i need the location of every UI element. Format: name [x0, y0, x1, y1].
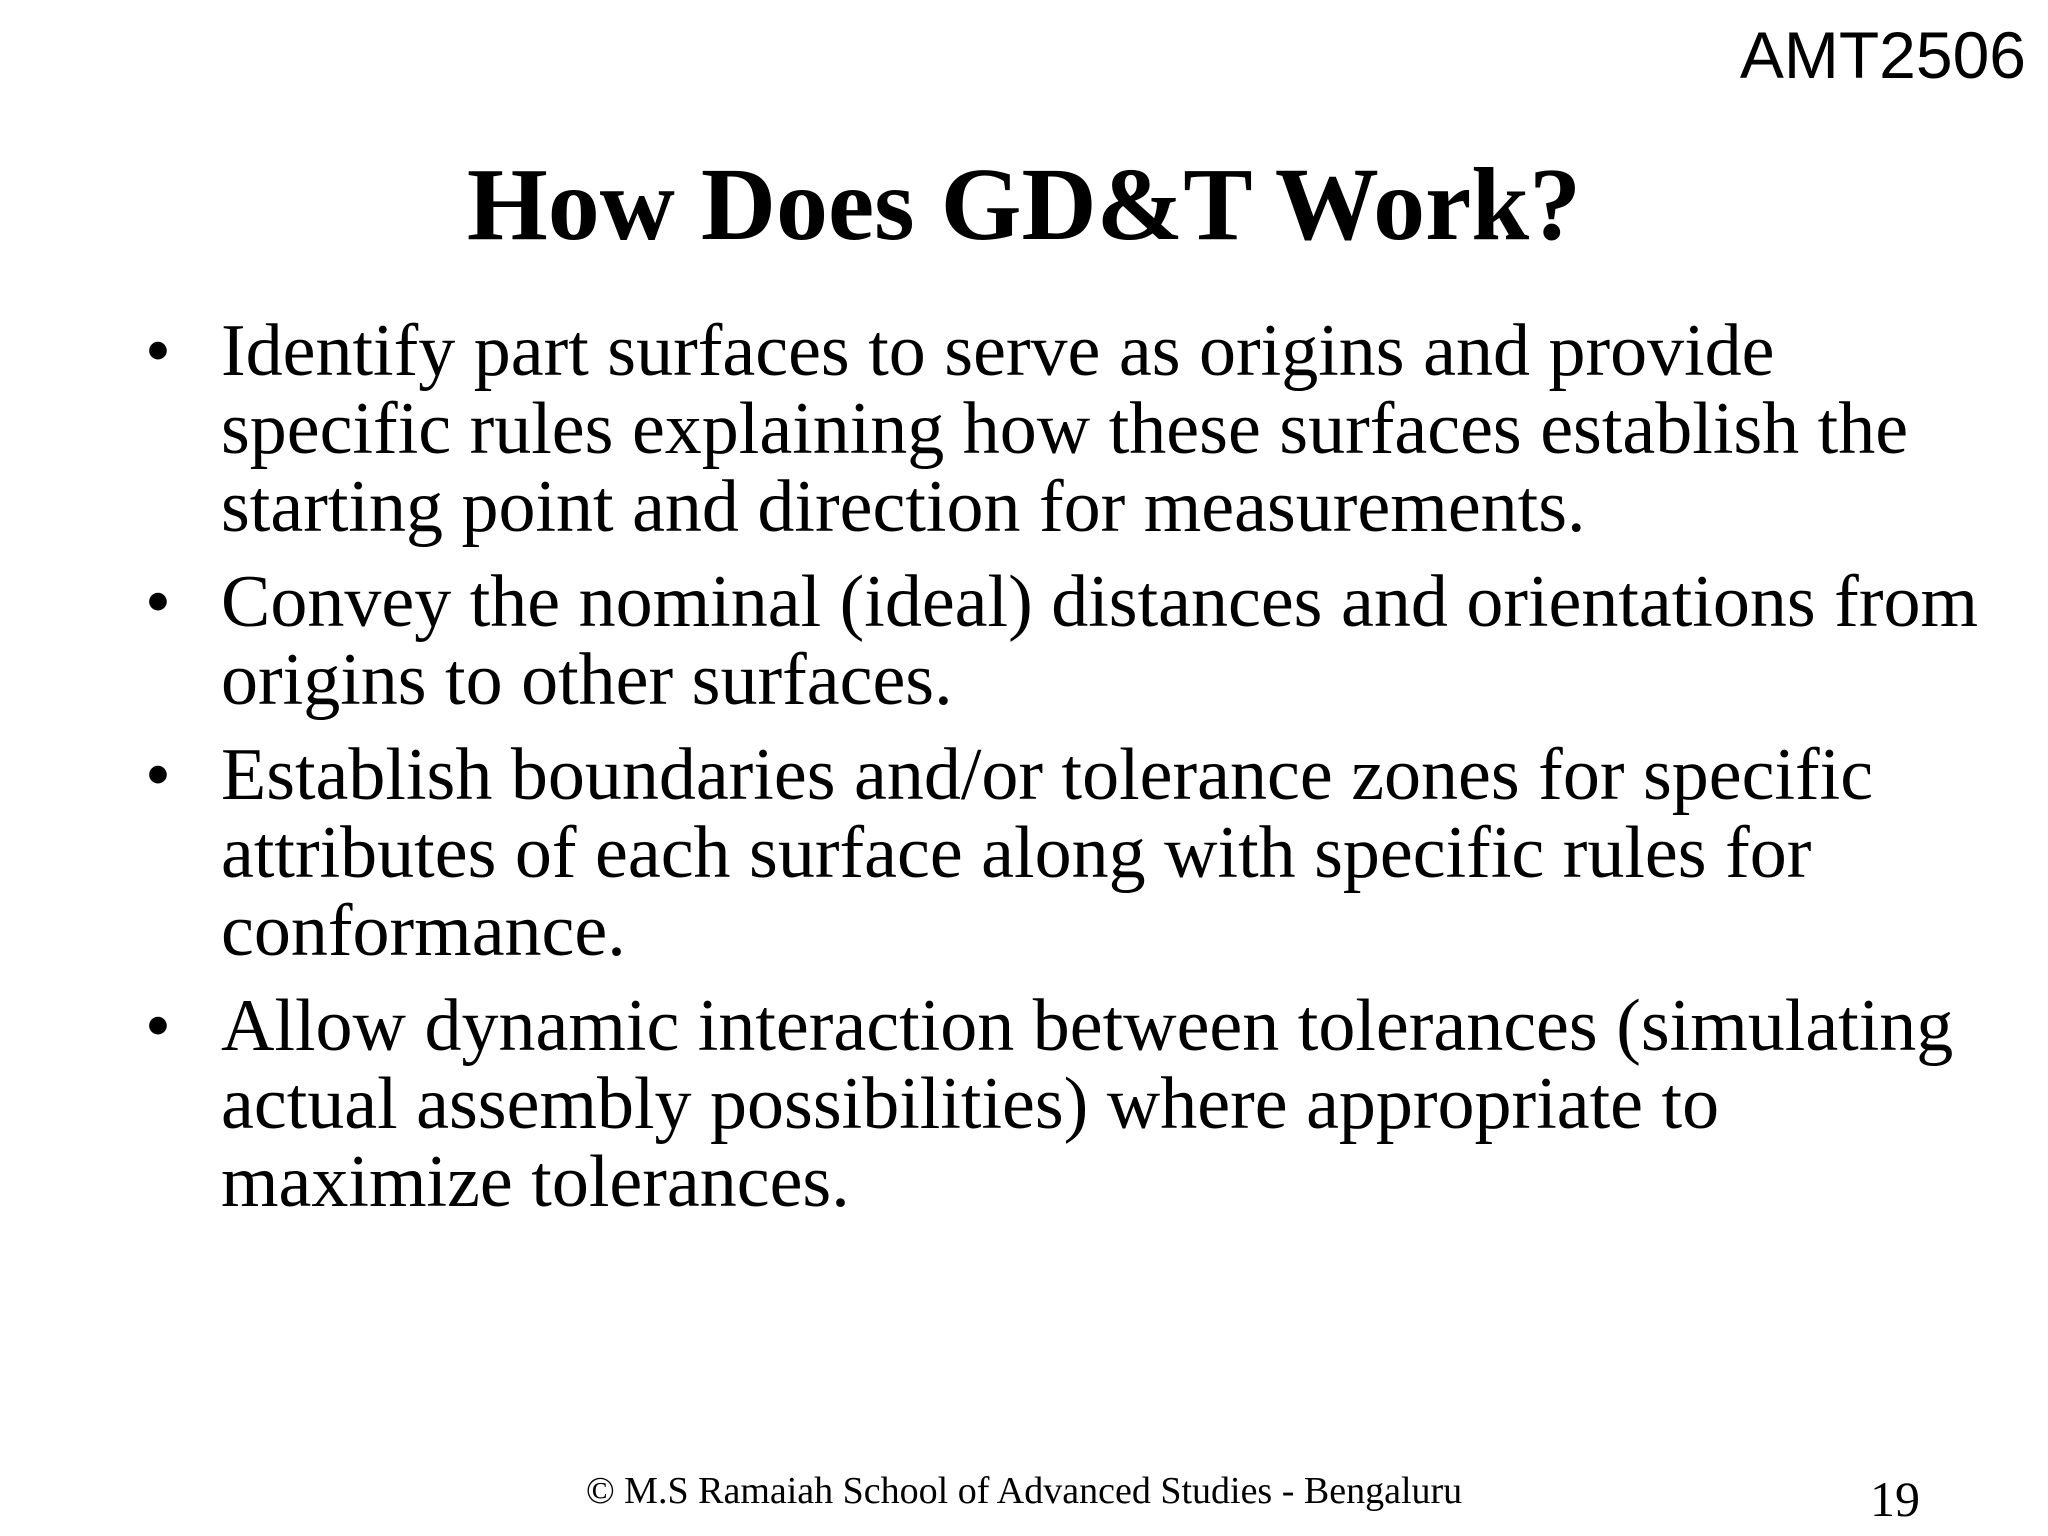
bullet-item-nominal-distances [0, 563, 2048, 719]
bullet-text: Allow dynamic interaction between tolerances (simulating actual assembly possibilities) where appropriate to maximize tolerances. [221, 985, 1954, 1223]
bullet-item-dynamic-interaction [0, 987, 2048, 1221]
page-number: 19 [1870, 1471, 1920, 1527]
bullet-item-origins [0, 312, 2048, 546]
bullet-icon: • [145, 985, 171, 1067]
bullet-icon: • [145, 310, 171, 392]
course-code: AMT2506 [1739, 18, 2026, 92]
bullet-list [0, 312, 2048, 1238]
footer-copyright: © M.S Ramaiah School of Advanced Studies - Bengaluru [585, 1470, 1463, 1512]
bullet-icon: • [145, 561, 171, 643]
bullet-text: Identify part surfaces to serve as origins and provide specific rules explaining how these surfaces establish the starting point and direction for measurements. [221, 310, 1909, 548]
bullet-text: Establish boundaries and/or tolerance zones for specific attributes of each surface along with specific rules for conformance. [221, 734, 1874, 972]
slide-title: How Does GD&T Work? [466, 147, 1582, 262]
bullet-icon: • [145, 734, 171, 816]
bullet-item-tolerance-zones [0, 736, 2048, 970]
bullet-text: Convey the nominal (ideal) distances and orientations from origins to other surfaces. [221, 561, 1979, 721]
